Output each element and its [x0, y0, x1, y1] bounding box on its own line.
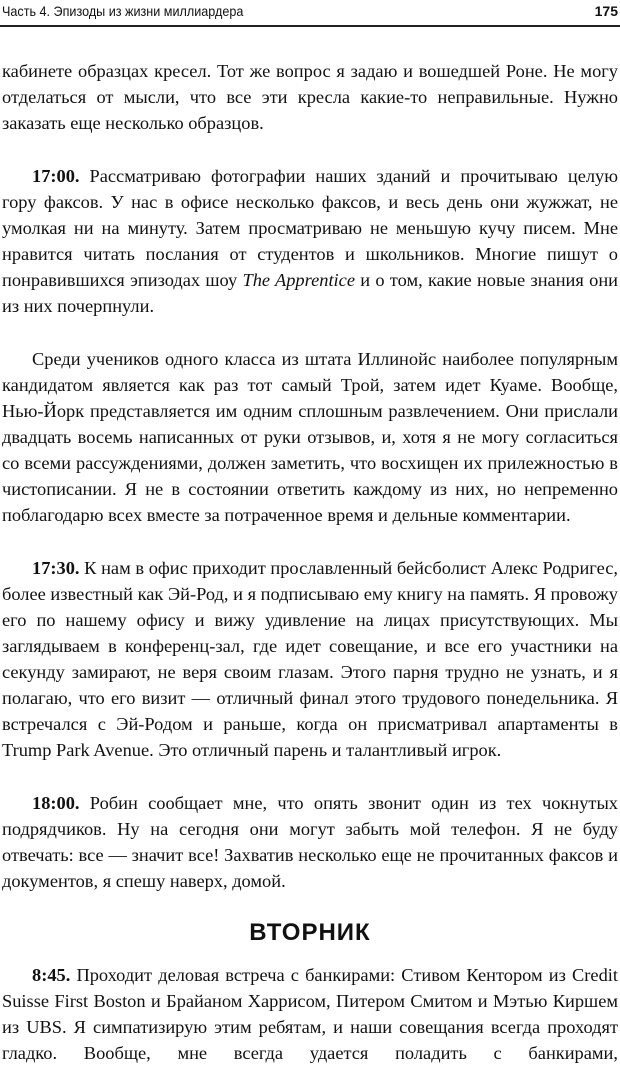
paragraph-1700-text-b: и о том, какие новые знания они из них почерпнули.: [2, 270, 618, 316]
page-number: 175: [594, 3, 618, 19]
paragraph-1730-text: К нам в офис приходит прославленный бейсболист Алекс Родригес, более известный как Эй-Род, и я подписываю ему книгу на память. Я провожу его по нашему офису и вижу удивление на лицах присутствующих. Мы заглядываем в конференц-зал, где идет совещание, и все его участники на секунду замирают, не веря своим глазам. Этого парня трудно не узнать, и я полагаю, что его визит — отличный финал этого трудового понедельника. Я встречался с Эй-Родом и раньше, когда он присматривал апартаменты в Trump Park Avenue. Это отличный парень и талантливый игрок.: [2, 558, 618, 760]
paragraph-1700: [2, 163, 618, 319]
chapter-title: Часть 4. Эпизоды из жизни миллиардера: [2, 3, 244, 19]
time-1730: 17:30.: [32, 558, 80, 578]
paragraph-1800-text: Робин сообщает мне, что опять звонит один из тех чокнутых подрядчиков. Ну на сегодня они могут забыть мой телефон. Я не буду отвечать: все — значит все! Захватив несколько еще не прочитанных факсов и документов, я спешу наверх, домой.: [2, 793, 618, 891]
paragraph-1700-text-a: Рассматриваю фотографии наших зданий и прочитываю целую гору факсов. У нас в офисе несколько факсов, и весь день они жужжат, не умолкая ни на минуту. Затем просматриваю не меньшую кучу писем. Мне нравится читать послания от студентов и школьников. Многие пишут о понравившихся эпизодах шоу: [2, 166, 618, 290]
paragraph-illinois: Среди учеников одного класса из штата Иллинойс наиболее популярным кандидатом является как раз тот самый Трой, затем идет Куаме. Вообще, Нью-Йорк представляется им одним сплошным развлечением. Они прислали двадцать восемь написанных от руки отзывов, и, хотя я не могу согласиться со всеми рассуждениями, должен заметить, что восхищен их прилежностью в чистописании. Я не в состоянии ответить каждому из них, но непременно поблагодарю всех вместе за потраченное время и дельные комментарии.: [2, 349, 618, 525]
running-header: [0, 0, 620, 27]
section-heading-tuesday: ВТОРНИК: [249, 919, 371, 946]
paragraph-1730: [2, 555, 618, 763]
page-body: [2, 58, 618, 1066]
paragraph-0845-text: Проходит деловая встреча с банкирами: Стивом Кентором из Credit Suisse First Boston и Брайаном Харрисом, Питером Смитом и Мэтью Киршем из UBS. Я симпатизирую этим ребятам, и наши совещания всегда проходят гладко. Вообще, мне всегда удается поладить с банкирами,: [2, 965, 618, 1063]
time-1700: 17:00.: [32, 166, 80, 186]
time-1800: 18:00.: [32, 793, 80, 813]
show-title: The Apprentice: [242, 270, 355, 290]
paragraph-1800: [2, 790, 618, 894]
paragraph-continuation: кабинете образцах кресел. Тот же вопрос я задаю и вошедшей Роне. Не могу отделаться от мысли, что все эти кресла какие-то неправильные. Нужно заказать еще несколько образцов.: [2, 61, 618, 133]
time-0845: 8:45.: [32, 965, 71, 985]
